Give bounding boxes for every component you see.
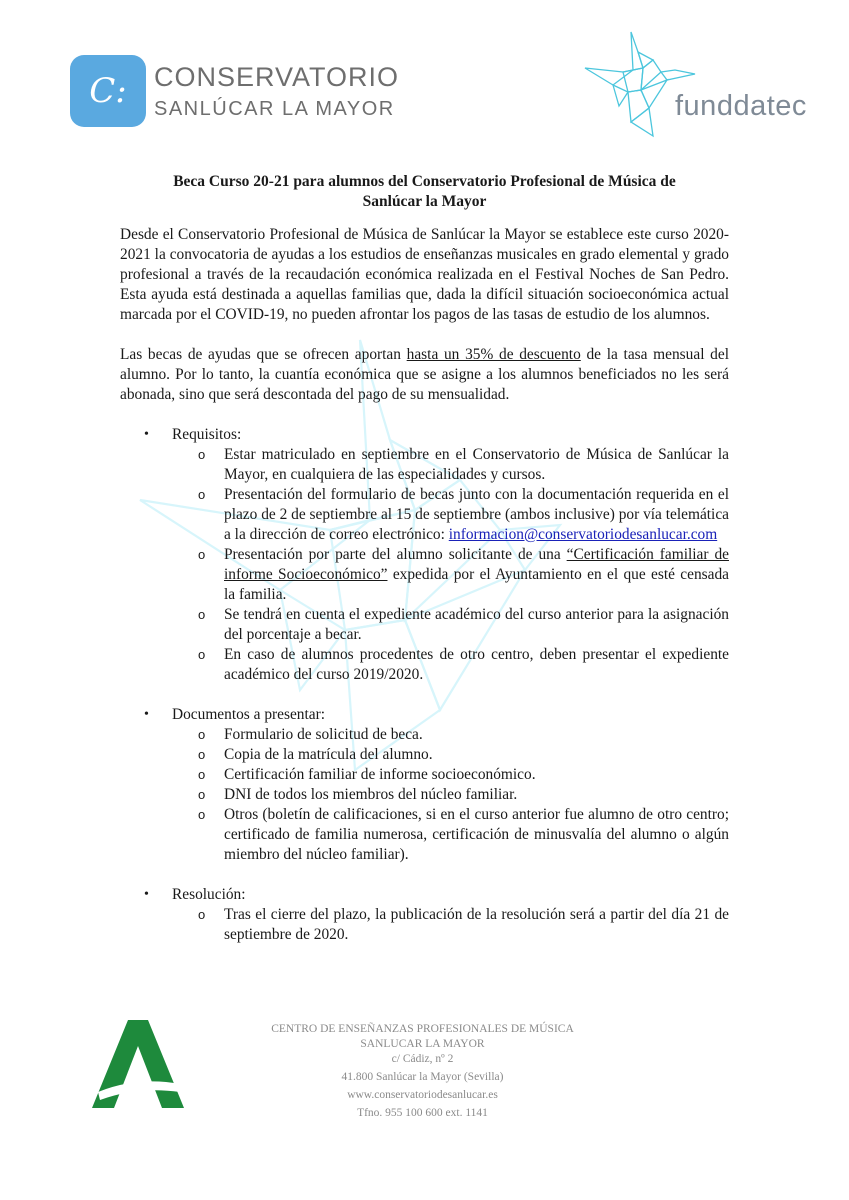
document-body <box>120 225 729 945</box>
bullet-icon: • <box>144 427 149 442</box>
conservatorio-badge <box>70 55 146 127</box>
list-item-text: expedida por el Ayuntamiento en el que esté censada la familia. <box>224 566 729 603</box>
discount-paragraph <box>120 345 729 405</box>
footer-line5[interactable]: www.conservatoriodesanlucar.es <box>347 1089 498 1101</box>
list-item-text: Estar matriculado en septiembre en el Conservatorio de Música de Sanlúcar la Mayor, en cualquiera de las especialidades y cursos. <box>224 446 729 483</box>
section-requisitos <box>120 425 729 685</box>
sub-bullet-icon: o <box>198 647 206 662</box>
funddatec-wordmark: funddatec <box>675 90 807 122</box>
resolucion-list <box>120 905 729 945</box>
sub-bullet-icon: o <box>198 547 206 562</box>
list-item <box>120 605 729 645</box>
list-item-text: DNI de todos los miembros del núcleo familiar. <box>224 786 518 803</box>
list-item <box>120 645 729 685</box>
requisitos-list <box>120 445 729 685</box>
list-item-text: Certificación familiar de informe socioeconómico. <box>224 766 536 783</box>
list-item <box>120 445 729 485</box>
documentos-list <box>120 725 729 865</box>
sub-bullet-icon: o <box>198 787 206 802</box>
list-item <box>120 785 729 805</box>
hummingbird-icon <box>583 30 703 140</box>
list-item-text: Presentación del formulario de becas junto con la documentación requerida en el plazo de 2 de septiembre al 15 de septiembre (ambos inclusive) por vía telemática a la dirección de correo electrónico: <box>224 486 729 543</box>
list-item <box>120 485 729 545</box>
certificacion-highlight: “Certificación familiar de informe Socioeconómico” <box>224 546 729 583</box>
section-label: Resolución: <box>172 886 246 903</box>
list-item <box>120 545 729 605</box>
list-item-text: Tras el cierre del plazo, la publicación de la resolución será a partir del día 21 de septiembre de 2020. <box>224 906 729 943</box>
section-resolucion <box>120 885 729 945</box>
section-label: Documentos a presentar: <box>172 706 325 723</box>
logo-line1: CONSERVATORIO <box>154 61 400 92</box>
discount-text-after: de la tasa mensual del alumno. Por lo tanto, la cuantía económica que se asigne a los alumnos beneficiados no les será abonada, sino que será descontada del pago de su mensualidad. <box>120 346 729 403</box>
bullet-icon: • <box>144 887 149 902</box>
email-link[interactable]: informacion@conservatoriodesanlucar.com <box>448 526 718 543</box>
discount-text-before: Las becas de ayudas que se ofrecen aportan <box>120 346 407 363</box>
list-item-text: Otros (boletín de calificaciones, si en el curso anterior fue alumno de otro centro; certificado de familia numerosa, certificación de minusvalía del alumno o algún miembro del núcleo familiar). <box>224 806 729 863</box>
list-item <box>120 805 729 865</box>
footer-line2: SANLUCAR LA MAYOR <box>360 1038 485 1050</box>
section-documentos <box>120 705 729 865</box>
list-item <box>120 905 729 945</box>
sub-bullet-icon: o <box>198 447 206 462</box>
list-item <box>120 765 729 785</box>
sub-bullet-icon: o <box>198 807 206 822</box>
footer-line4: 41.800 Sanlúcar la Mayor (Sevilla) <box>341 1071 504 1083</box>
sub-bullet-icon: o <box>198 767 206 782</box>
list-item-text: Formulario de solicitud de beca. <box>224 726 423 743</box>
title-line1: Beca Curso 20-21 para alumnos del Conservatorio Profesional de Música de <box>173 173 676 190</box>
list-item-text: Copia de la matrícula del alumno. <box>224 746 433 763</box>
footer-address <box>250 1020 595 1122</box>
sub-bullet-icon: o <box>198 607 206 622</box>
list-item <box>120 745 729 765</box>
list-item <box>120 725 729 745</box>
footer-line6: Tfno. 955 100 600 ext. 1141 <box>357 1107 488 1119</box>
footer-line1: CENTRO DE ENSEÑANZAS PROFESIONALES DE MÚSICA <box>271 1023 574 1035</box>
sub-bullet-icon: o <box>198 727 206 742</box>
document-title <box>120 172 729 212</box>
section-label: Requisitos: <box>172 426 242 443</box>
badge-letter: C: <box>89 71 127 111</box>
intro-paragraph: Desde el Conservatorio Profesional de Música de Sanlúcar la Mayor se establece este curso 2020-2021 la convocatoria de ayudas a los estudios de enseñanzas musicales en grado elemental y grado profesional a través de la recaudación económica realizada en el Festival Noches de San Pedro. Esta ayuda está destinada a aquellas familias que, dada la difícil situación socioeconómica actual marcada por el COVID-19, no pueden afrontar los pagos de las tasas de estudio de los alumnos. <box>120 226 729 323</box>
list-item-text: Presentación por parte del alumno solicitante de una <box>224 546 567 563</box>
andalucia-logo-icon <box>90 1018 186 1110</box>
footer-line3: c/ Cádiz, nº 2 <box>391 1053 454 1065</box>
sub-bullet-icon: o <box>198 487 206 502</box>
discount-highlight: hasta un 35% de descuento <box>406 346 581 363</box>
bullet-icon: • <box>144 707 149 722</box>
sub-bullet-icon: o <box>198 907 206 922</box>
logo-line2: SANLÚCAR LA MAYOR <box>154 97 395 120</box>
conservatorio-logo <box>70 55 399 127</box>
list-item-text: Se tendrá en cuenta el expediente académico del curso anterior para la asignación del porcentaje a becar. <box>224 606 729 643</box>
funddatec-logo <box>583 30 813 140</box>
sub-bullet-icon: o <box>198 747 206 762</box>
list-item-text: En caso de alumnos procedentes de otro centro, deben presentar el expediente académico del curso 2019/2020. <box>224 646 729 683</box>
title-line2: Sanlúcar la Mayor <box>362 193 487 210</box>
